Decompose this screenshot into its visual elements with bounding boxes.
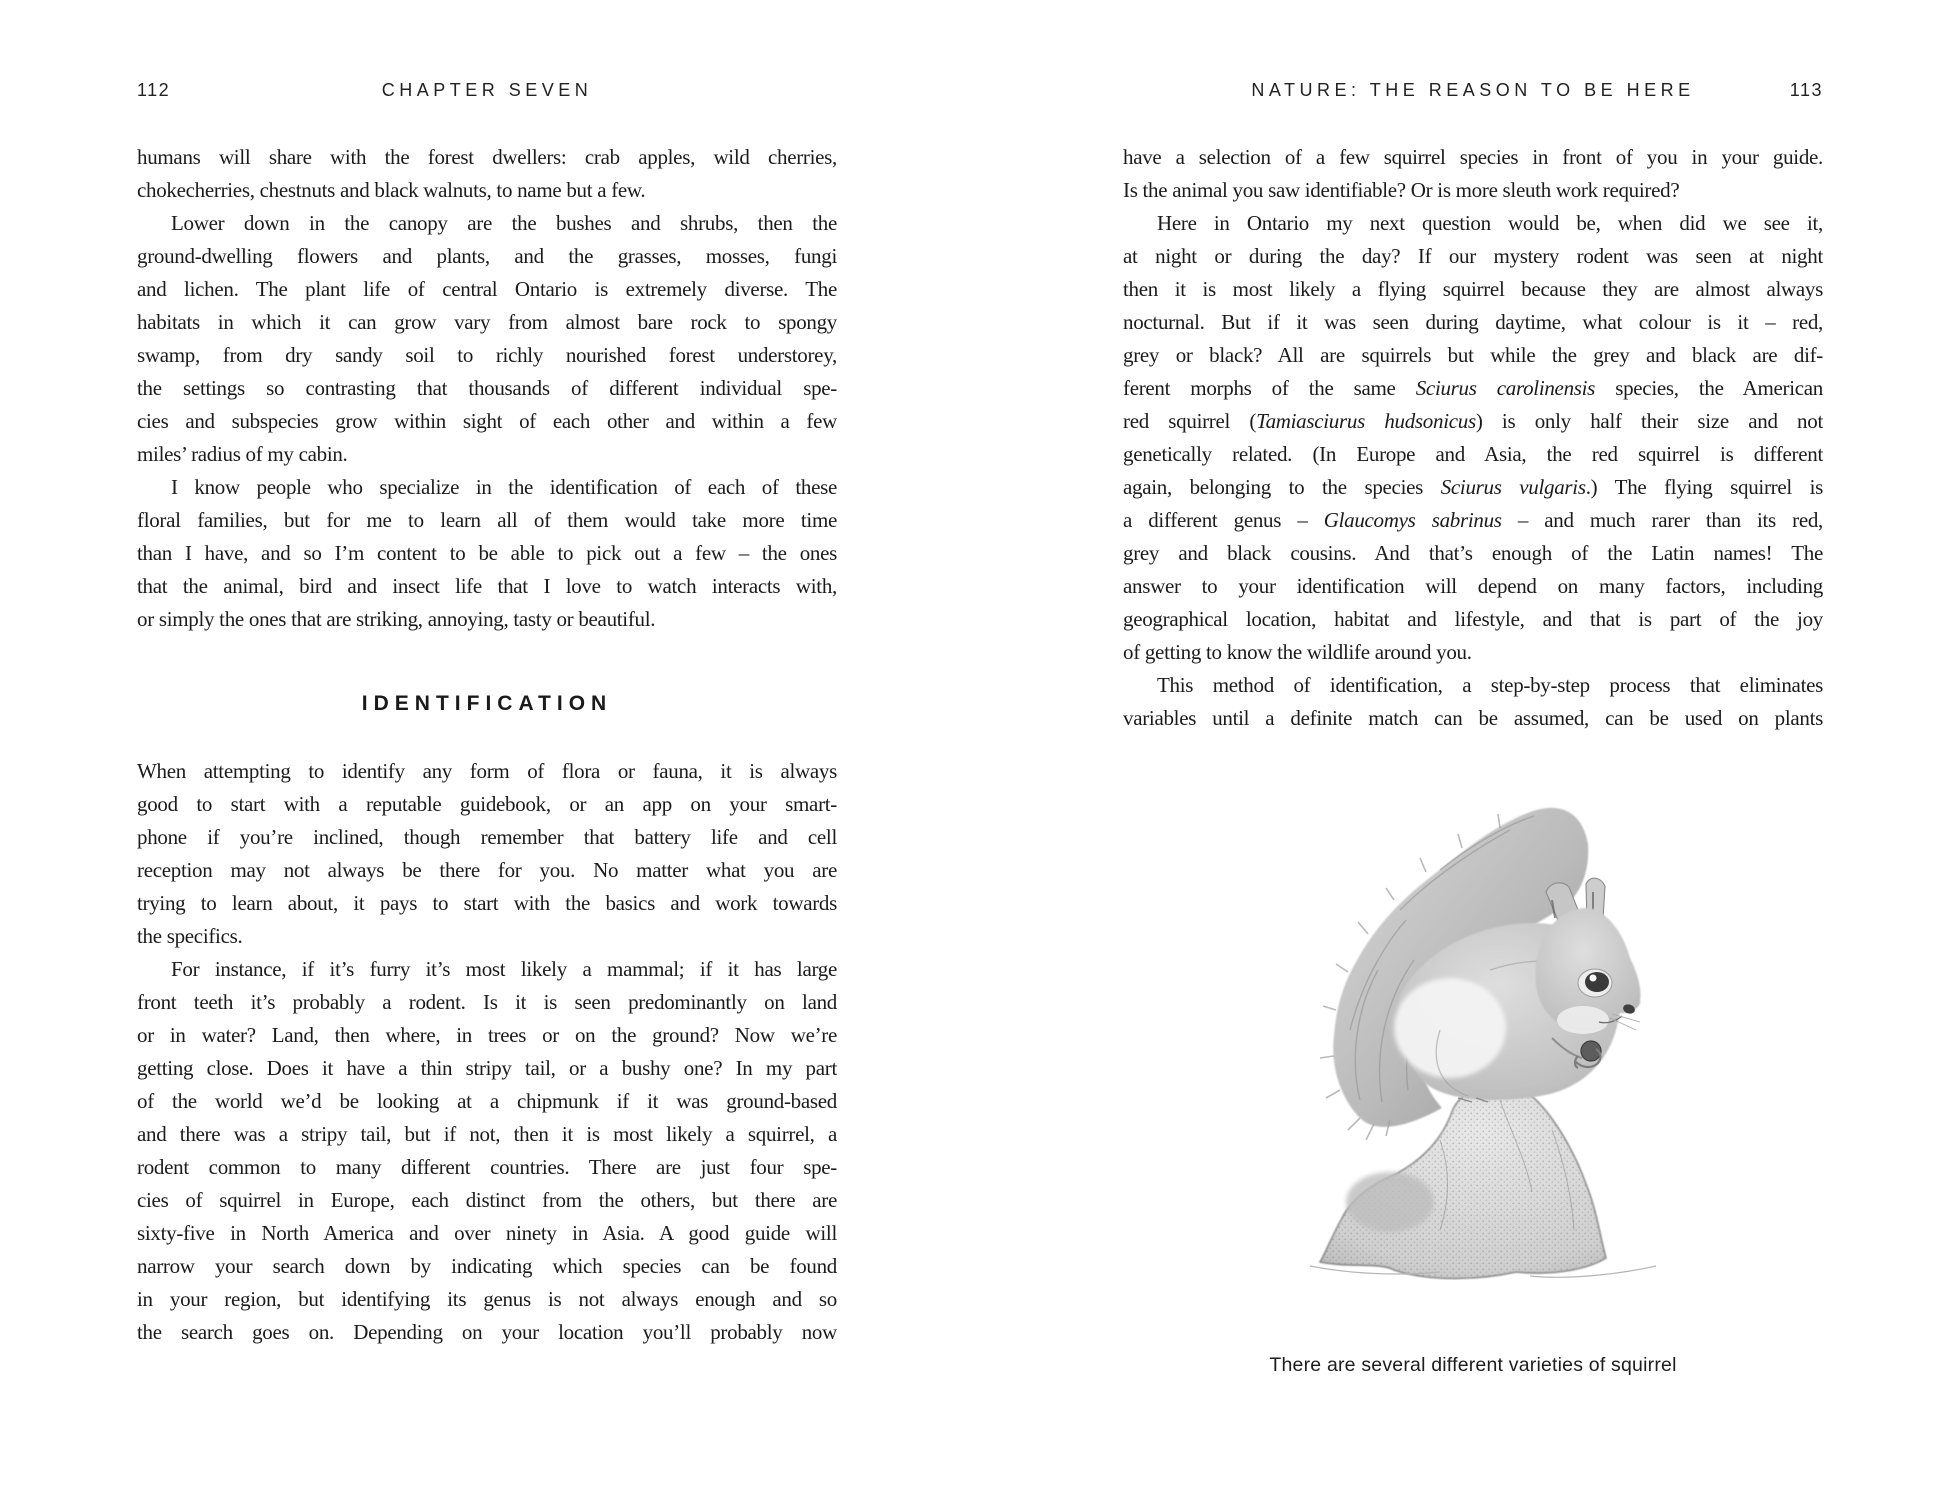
text-run: .) The flying squirrel is (1585, 475, 1823, 499)
text-line (1123, 570, 1823, 603)
left-body-text-block-2 (137, 755, 837, 1349)
left-page-header (137, 80, 837, 104)
text-run: a different genus – (1123, 508, 1324, 532)
text-line (137, 920, 837, 953)
text-line (137, 887, 837, 920)
text-line (137, 1118, 837, 1151)
text-run: floral families, but for me to learn all of them would take more time (137, 508, 837, 532)
text-run: at night or during the day? If our mystery rodent was seen at night (1123, 244, 1823, 268)
squirrel-illustration-svg (1290, 800, 1710, 1280)
text-line (137, 471, 837, 504)
text-line (137, 339, 837, 372)
text-line (1123, 438, 1823, 471)
text-line (1123, 240, 1823, 273)
text-run: variables until a definite match can be assumed, can be used on plants (1123, 706, 1823, 730)
eye (1585, 972, 1609, 992)
text-line (1123, 537, 1823, 570)
text-line (137, 141, 837, 174)
text-run: Is the animal you saw identifiable? Or is more sleuth work required? (1123, 178, 1680, 202)
species-name-italic: Glaucomys sabrinus (1323, 508, 1502, 532)
species-name-italic: Sciurus carolinensis (1415, 376, 1596, 400)
text-run: the search goes on. Depending on your location you’ll probably now (137, 1320, 837, 1344)
text-run: species, the American (1595, 376, 1823, 400)
text-line (137, 537, 837, 570)
right-body-text-block (1123, 141, 1823, 735)
text-run: genetically related. (In Europe and Asia, the red squirrel is different (1123, 442, 1823, 466)
text-run: front teeth it’s probably a rodent. Is it is seen predominantly on land (137, 990, 837, 1014)
text-run: red squirrel ( (1123, 409, 1257, 433)
text-run: Here in Ontario my next question would be, when did we see it, (1157, 211, 1823, 235)
left-page (137, 0, 837, 1489)
text-run: grey and black cousins. And that’s enough of the Latin names! The (1123, 541, 1823, 565)
text-line (137, 1019, 837, 1052)
text-run: trying to learn about, it pays to start with the basics and work towards (137, 891, 837, 915)
text-line (137, 240, 837, 273)
belly-patch (1394, 978, 1506, 1078)
text-line (1123, 669, 1823, 702)
left-page-number: 112 (137, 80, 171, 100)
text-run: than I have, and so I’m content to be able to pick out a few – the ones (137, 541, 837, 565)
text-run: have a selection of a few squirrel species in front of you in your guide. (1123, 145, 1823, 169)
text-run: I know people who specialize in the identification of each of these (171, 475, 837, 499)
text-run: chokecherries, chestnuts and black walnuts, to name but a few. (137, 178, 646, 202)
text-line (137, 986, 837, 1019)
text-run: ferent morphs of the same (1123, 376, 1416, 400)
right-page-number: 113 (1789, 80, 1823, 100)
illustration-caption: There are several different varieties of squirrel (1269, 1354, 1677, 1376)
text-run: This method of identification, a step-by-step process that eliminates (1157, 673, 1823, 697)
text-line (1123, 702, 1823, 735)
text-line (137, 1217, 837, 1250)
text-run: getting close. Does it have a thin stripy tail, or a bushy one? In my part (137, 1056, 837, 1080)
text-run: When attempting to identify any form of flora or fauna, it is always (137, 759, 837, 783)
text-line (1123, 471, 1823, 504)
text-run: good to start with a reputable guidebook, or an app on your smart- (137, 792, 837, 816)
text-line (1123, 372, 1823, 405)
right-page-header (1123, 80, 1823, 104)
text-line (137, 1316, 837, 1349)
text-run: rodent common to many different countries. There are just four spe- (137, 1155, 837, 1179)
text-line (137, 174, 837, 207)
squirrel-illustration (1290, 800, 1710, 1280)
text-line (137, 504, 837, 537)
text-run: of getting to know the wildlife around you. (1123, 640, 1472, 664)
text-run: cies of squirrel in Europe, each distinct from the others, but there are (137, 1188, 837, 1212)
squirrel-head (1536, 908, 1641, 1034)
text-run: ground-dwelling flowers and plants, and the grasses, mosses, fungi (137, 244, 837, 268)
text-run: the specifics. (137, 924, 243, 948)
text-run: answer to your identification will depend on many factors, including (1123, 574, 1823, 598)
text-line (137, 372, 837, 405)
text-line (137, 953, 837, 986)
text-line (137, 1151, 837, 1184)
text-line (137, 603, 837, 636)
text-line (1123, 504, 1823, 537)
text-line (137, 405, 837, 438)
text-run: then it is most likely a flying squirrel because they are almost always (1123, 277, 1823, 301)
text-line (137, 570, 837, 603)
section-heading-identification: IDENTIFICATION (361, 692, 613, 715)
text-line (137, 1085, 837, 1118)
text-run: – and much rarer than its red, (1501, 508, 1823, 532)
text-line (137, 788, 837, 821)
text-line (1123, 636, 1823, 669)
text-line (137, 438, 837, 471)
text-run: humans will share with the forest dwellers: crab apples, wild cherries, (137, 145, 837, 169)
text-line (1123, 174, 1823, 207)
text-run: of the world we’d be looking at a chipmunk if it was ground-based (137, 1089, 837, 1113)
text-run: geographical location, habitat and lifestyle, and that is part of the joy (1123, 607, 1823, 631)
text-run: or in water? Land, then where, in trees or on the ground? Now we’re (137, 1023, 837, 1047)
text-run: that the animal, bird and insect life that I love to watch interacts with, (137, 574, 837, 598)
text-run: or simply the ones that are striking, annoying, tasty or beautiful. (137, 607, 656, 631)
text-run: habitats in which it can grow vary from almost bare rock to spongy (137, 310, 837, 334)
text-run: miles’ radius of my cabin. (137, 442, 348, 466)
text-run: in your region, but identifying its genus is not always enough and so (137, 1287, 837, 1311)
left-running-head: CHAPTER SEVEN (381, 80, 593, 100)
text-line (137, 1250, 837, 1283)
text-run: cies and subspecies grow within sight of each other and within a few (137, 409, 837, 433)
text-line (1123, 405, 1823, 438)
text-run: ) is only half their size and not (1475, 409, 1823, 433)
text-run: swamp, from dry sandy soil to richly nourished forest understorey, (137, 343, 837, 367)
text-run: phone if you’re inclined, though remember that battery life and cell (137, 825, 837, 849)
text-line (1123, 339, 1823, 372)
species-name-italic: Tamiasciurus hudsonicus (1256, 409, 1476, 433)
text-run: For instance, if it’s furry it’s most likely a mammal; if it has large (171, 957, 837, 981)
text-line (137, 755, 837, 788)
text-run: the settings so contrasting that thousands of different individual spe- (137, 376, 837, 400)
text-line (137, 854, 837, 887)
text-line (137, 821, 837, 854)
text-run: narrow your search down by indicating which species can be found (137, 1254, 837, 1278)
text-line (137, 273, 837, 306)
text-line (137, 207, 837, 240)
species-name-italic: Sciurus vulgaris (1440, 475, 1586, 499)
left-body-text-block-1 (137, 141, 837, 636)
text-line (137, 1184, 837, 1217)
text-run: again, belonging to the species (1123, 475, 1441, 499)
text-line (1123, 306, 1823, 339)
text-line (1123, 207, 1823, 240)
text-run: Lower down in the canopy are the bushes and shrubs, then the (171, 211, 837, 235)
text-run: nocturnal. But if it was seen during daytime, what colour is it – red, (1123, 310, 1823, 334)
right-page (1123, 0, 1823, 1489)
text-run: and lichen. The plant life of central Ontario is extremely diverse. The (137, 277, 837, 301)
text-run: grey or black? All are squirrels but while the grey and black are dif- (1123, 343, 1823, 367)
text-run: sixty-five in North America and over ninety in Asia. A good guide will (137, 1221, 837, 1245)
text-line (137, 1052, 837, 1085)
text-run: reception may not always be there for you. No matter what you are (137, 858, 837, 882)
text-line (137, 306, 837, 339)
text-run: and there was a stripy tail, but if not, then it is most likely a squirrel, a (137, 1122, 837, 1146)
text-line (1123, 273, 1823, 306)
text-line (1123, 603, 1823, 636)
right-running-head: NATURE: THE REASON TO BE HERE (1251, 80, 1695, 100)
text-line (137, 1283, 837, 1316)
text-line (1123, 141, 1823, 174)
